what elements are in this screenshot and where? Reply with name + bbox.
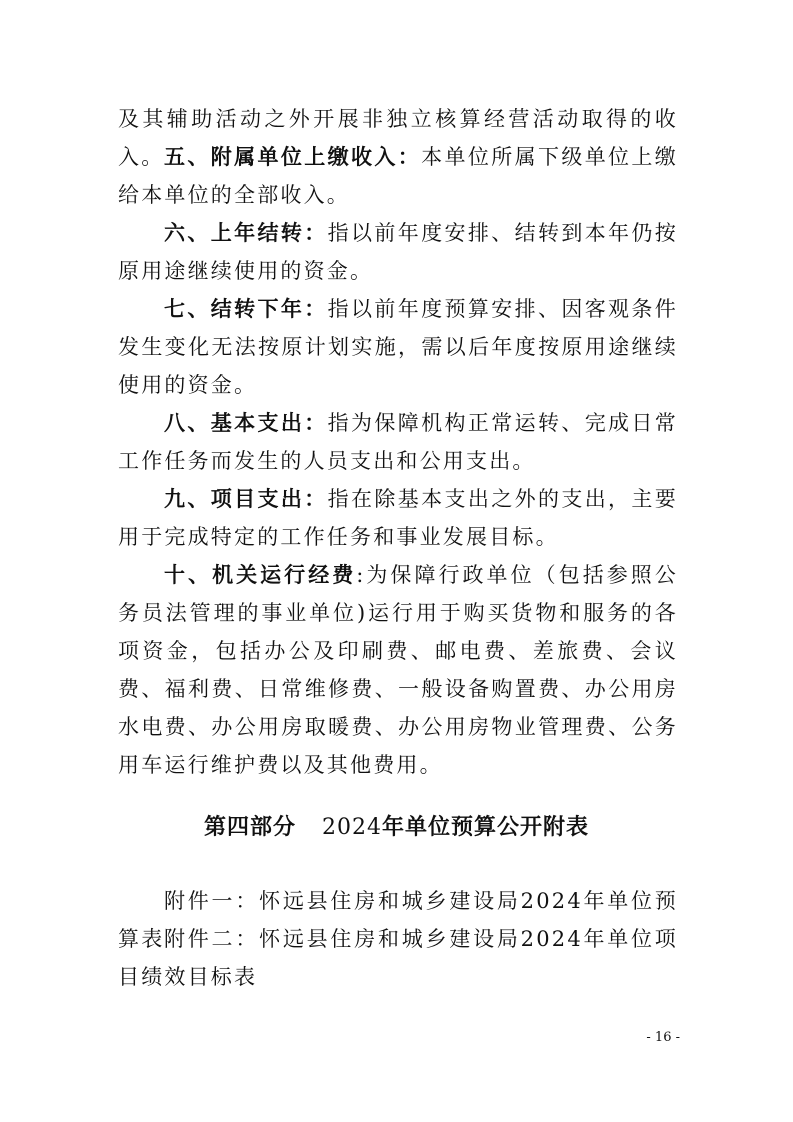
attachment-item-2: [118, 920, 678, 996]
paragraph-affiliated-income: [118, 138, 678, 214]
section-part-label: 第四部分: [203, 815, 296, 840]
paragraph-text: :为保障行政单位（包括参照公务员法管理的事业单位)运行用于购买货物和服务的各项资金，包括办公及印刷费、邮电费、差旅费、会议费、福利费、日常维修费、一般设备购置费、办公用房水电费、办公用房取暖费、办公用房物业管理费、公务用车运行维护费以及其他费用。: [118, 563, 678, 777]
term-label: 九、项目支出：: [164, 487, 328, 511]
paragraph-text: 本单位所属下级单位上缴给本单位的全部收入。: [118, 145, 679, 207]
term-label: 五、附属单位上缴收入：: [164, 145, 422, 169]
term-label: 六、上年结转：: [164, 221, 328, 245]
paragraph-basic-expenditure: [118, 404, 678, 480]
term-label: 七、结转下年：: [164, 297, 328, 321]
paragraph-text: 指以前年度安排、结转到本年仍按原用途继续使用的资金。: [118, 221, 679, 283]
attachment-text: 附件一：怀远县住房和城乡建设局2024年单位预算表: [118, 889, 678, 951]
paragraph-prior-year-carryover: [118, 214, 678, 290]
paragraph-text: 指以前年度预算安排、因客观条件发生变化无法按原计划实施，需以后年度按原用途继续使用的资金。: [118, 297, 679, 397]
section-title: 年单位预算公开附表: [382, 815, 590, 840]
section-year: 2024: [322, 815, 382, 840]
paragraph-text: 指在除基本支出之外的支出，主要用于完成特定的工作任务和事业发展目标。: [118, 487, 679, 549]
paragraph-operating-expenses: [118, 556, 678, 784]
term-label: 八、基本支出：: [164, 411, 328, 435]
section-heading: [0, 808, 793, 848]
attachment-text: 附件二：怀远县住房和城乡建设局2024年单位项目绩效目标表: [118, 927, 678, 989]
page-number: - 16 -: [646, 1030, 680, 1045]
paragraph-project-expenditure: [118, 480, 678, 556]
paragraph-next-year-carryover: [118, 290, 678, 404]
paragraph-text: 指为保障机构正常运转、完成日常工作任务而发生的人员支出和公用支出。: [118, 411, 679, 473]
term-label: 十、机关运行经费: [164, 563, 357, 587]
paragraph-text: 及其辅助活动之外开展非独立核算经营活动取得的收入。: [118, 107, 678, 169]
